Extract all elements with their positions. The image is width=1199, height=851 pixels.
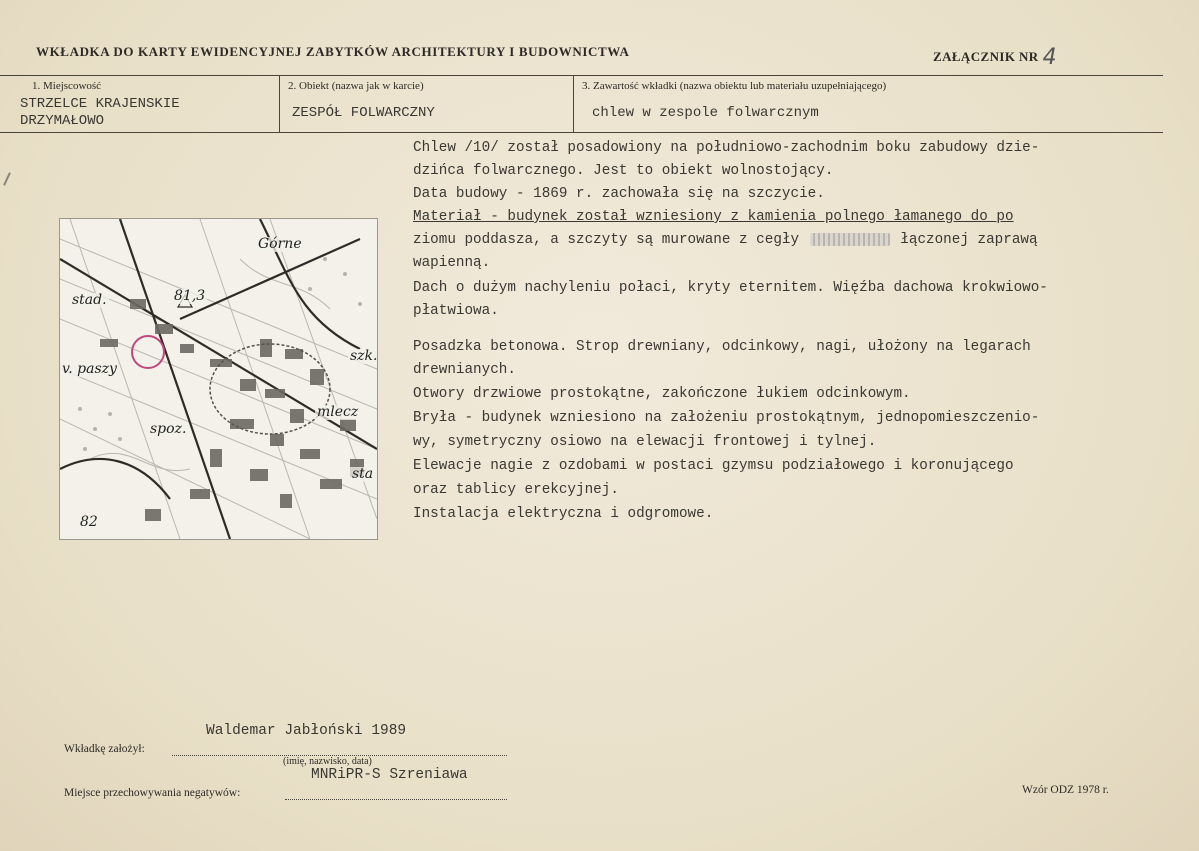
map-label: spoz. [150,421,187,437]
description-fragment: ziomu poddasza, a szczyty są murowane z cegły [413,232,800,248]
locality-field [0,76,279,132]
description-line: Instalacja elektryczna i odgromowe. [413,506,714,522]
locality-value-line2: DRZYMAŁOWO [20,113,105,129]
object-location-marker [132,336,164,368]
description-line: drewnianych. [413,362,516,378]
object-label: 2. Obiekt (nazwa jak w karcie) [288,80,424,92]
map-drawing [60,219,377,539]
created-by-value: Waldemar Jabłoński 1989 [206,723,407,739]
form-identifier: Wzór ODZ 1978 r. [1022,784,1109,796]
description-line: Elewacje nagie z ozdobami w postaci gzymsu podziałowego i koronującego [413,458,1014,474]
document-title: WKŁADKA DO KARTY EWIDENCYJNEJ ZABYTKÓW ARCHITEKTURY I BUDOWNICTWA [36,44,630,59]
description-line: wapienną. [413,255,491,271]
description-line: Materiał - budynek został wzniesiony z kamienia polnego łamanego do po [413,209,1014,225]
description-line [413,232,1038,248]
description-line: Bryła - budynek wzniesiono na założeniu prostokątnym, jednopomieszczenio- [413,410,1040,426]
description-line: płatwiowa. [413,303,499,319]
map-label: 81,3 [174,288,206,304]
description-line: wy, symetryczny osiowo na elewacji frontowej i tylnej. [413,434,877,450]
map-label: 82 [80,514,98,530]
negatives-value: MNRiPR-S Szreniawa [311,767,468,783]
attachment-number [933,42,1057,70]
negatives-line [285,799,507,800]
description-line: dzińca folwarcznego. Jest to obiekt wolnostojący. [413,163,834,179]
description-line: Posadzka betonowa. Strop drewniany, odcinkowy, nagi, ułożony na legarach [413,339,1031,355]
object-value: ZESPÓŁ FOLWARCZNY [292,105,435,121]
map-label: Górne [258,236,302,252]
attachment-number-value: 4 [1042,45,1057,70]
map-label: szk. [350,348,378,364]
redaction-mark [810,233,890,246]
location-map [59,218,378,540]
map-label: mlecz [317,404,359,420]
object-field [280,76,573,132]
header-fields-band [0,75,1163,133]
locality-value-line1: STRZELCE KRAJENSKIE [20,96,180,112]
attachment-label: ZAŁĄCZNIK NR [933,49,1039,64]
map-label: sta [352,466,374,482]
locality-label: 1. Miejscowość [32,80,102,92]
description-line: Otwory drzwiowe prostokątne, zakończone łukiem odcinkowym. [413,386,911,402]
description-line: Data budowy - 1869 r. zachowała się na szczycie. [413,186,825,202]
description-fragment: łączonej zaprawą [900,232,1038,248]
map-label: stad. [72,292,107,308]
content-label: 3. Zawartość wkładki (nazwa obiektu lub materiału uzupełniającego) [582,80,887,92]
content-field [574,76,1163,132]
created-by-label: Wkładkę założył: [64,743,145,755]
map-label: v. paszy [62,361,117,377]
margin-mark [3,172,11,186]
content-value: chlew w zespole folwarcznym [592,105,819,121]
description-line: Chlew /10/ został posadowiony na południowo-zachodnim boku zabudowy dzie- [413,140,1040,156]
description-line: Dach o dużym nachyleniu połaci, kryty eternitem. Więźba dachowa krokwiowo- [413,280,1048,296]
description-line: oraz tablicy erekcyjnej. [413,482,619,498]
negatives-label: Miejsce przechowywania negatywów: [64,787,241,799]
created-by-hint: (imię, nazwisko, data) [283,756,372,767]
